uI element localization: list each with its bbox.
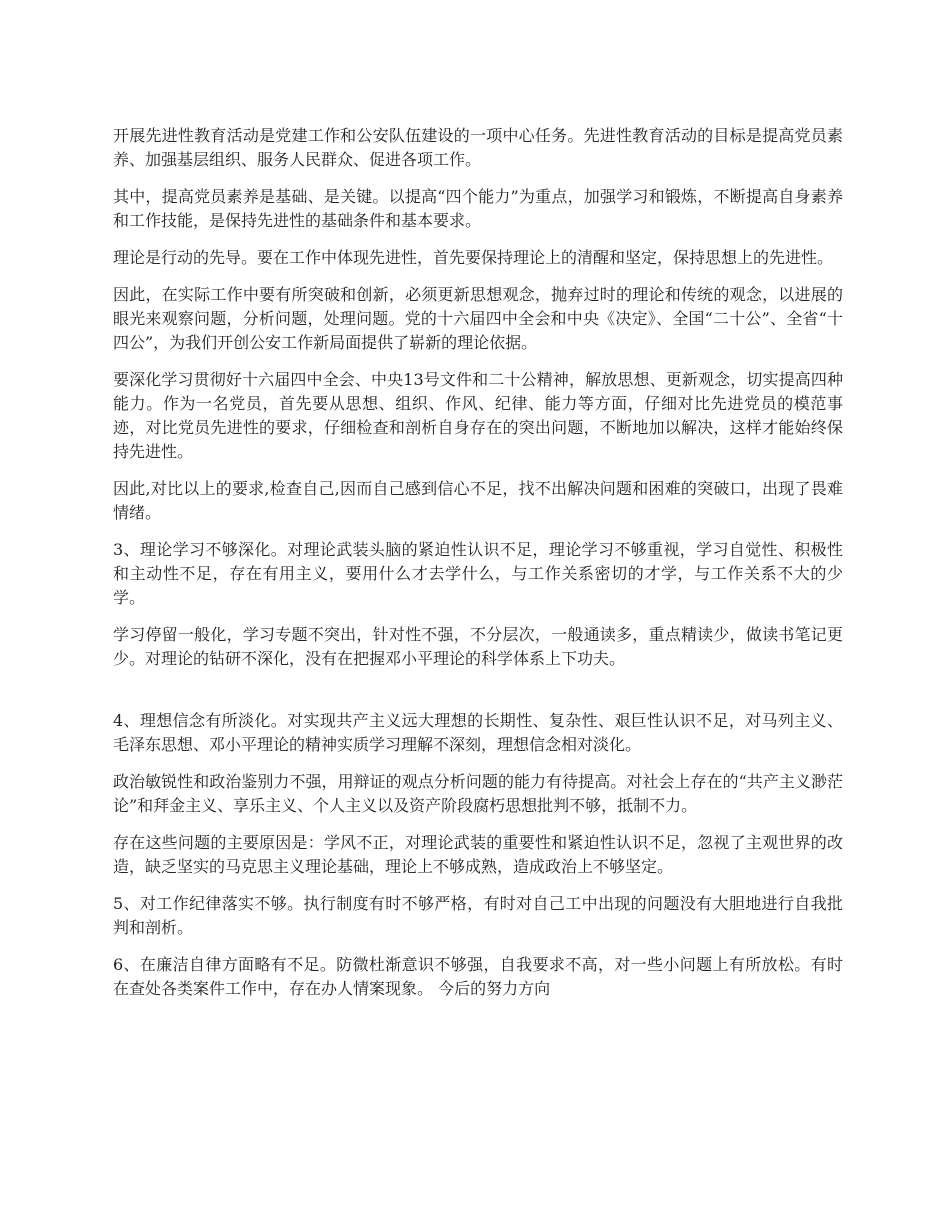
paragraph-9: 4、理想信念有所淡化。对实现共产主义远大理想的长期性、复杂性、艰巨性认识不足，对马列主义、毛泽东思想、邓小平理论的精神实质学习理解不深刻，理想信念相对淡化。 [113, 711, 843, 754]
paragraph-7: 3、理论学习不够深化。对理论武装头脑的紧迫性认识不足，理论学习不够重视，学习自觉性、积极性和主动性不足，存在有用主义，要用什么才去学什么，与工作关系密切的才学，与工作关系不大的少学。 [113, 540, 843, 607]
paragraph-12: 5、对工作纪律落实不够。执行制度有时不够严格，有时对自己工中出现的问题没有大胆地进行自我批判和剖析。 [113, 894, 843, 937]
paragraph-11: 存在这些问题的主要原因是：学风不正，对理论武装的重要性和紧迫性认识不足，忽视了主观世界的改造，缺乏坚实的马克思主义理论基础，理论上不够成熟，造成政治上不够坚定。 [113, 833, 843, 876]
paragraph-10: 政治敏锐性和政治鉴别力不强，用辩证的观点分析问题的能力有待提高。对社会上存在的“共产主义渺茫论”和拜金主义、享乐主义、个人主义以及资产阶段腐朽思想批判不够，抵制不力。 [113, 772, 843, 815]
paragraph-13: 6、在廉洁自律方面略有不足。防微杜渐意识不够强，自我要求不高，对一些小问题上有所放松。有时在查处各类案件工作中，存在办人情案现象。 今后的努力方向 [113, 955, 843, 998]
paragraph-6: 因此,对比以上的要求,检查自己,因而自己感到信心不足，找不出解决问题和困难的突破口，出现了畏难情绪。 [113, 479, 843, 522]
paragraph-5: 要深化学习贯彻好十六届四中全会、中央13号文件和二十公精神，解放思想、更新观念，切实提高四种能力。作为一名党员，首先要从思想、组织、作风、纪律、能力等方面，仔细对比先进党员的模范事迹，对比党员先进性的要求，仔细检查和剖析自身存在的突出问题，不断地加以解决，这样才能始终保持先进性。 [113, 370, 843, 461]
paragraph-3: 理论是行动的先导。要在工作中体现先进性，首先要保持理论上的清醒和坚定，保持思想上的先进性。 [113, 248, 834, 267]
paragraph-2: 其中，提高党员素养是基础、是关键。以提高“四个能力”为重点，加强学习和锻炼，不断提高自身素养和工作技能，是保持先进性的基础条件和基本要求。 [113, 187, 843, 230]
paragraph-1: 开展先进性教育活动是党建工作和公安队伍建设的一项中心任务。先进性教育活动的目标是提高党员素养、加强基层组织、服务人民群众、促进各项工作。 [113, 126, 843, 169]
paragraph-8: 学习停留一般化，学习专题不突出，针对性不强，不分层次，一般通读多，重点精读少，做读书笔记更少。对理论的钻研不深化，没有在把握邓小平理论的科学体系上下功夫。 [113, 625, 843, 668]
document-body [113, 124, 843, 1014]
paragraph-4: 因此，在实际工作中要有所突破和创新，必须更新思想观念，抛弃过时的理论和传统的观念，以进展的眼光来观察问题，分析问题，处理问题。党的十六届四中全会和中央《决定》、全国“二十公”、全省“十四公”，为我们开创公安工作新局面提供了崭新的理论依据。 [113, 285, 843, 352]
